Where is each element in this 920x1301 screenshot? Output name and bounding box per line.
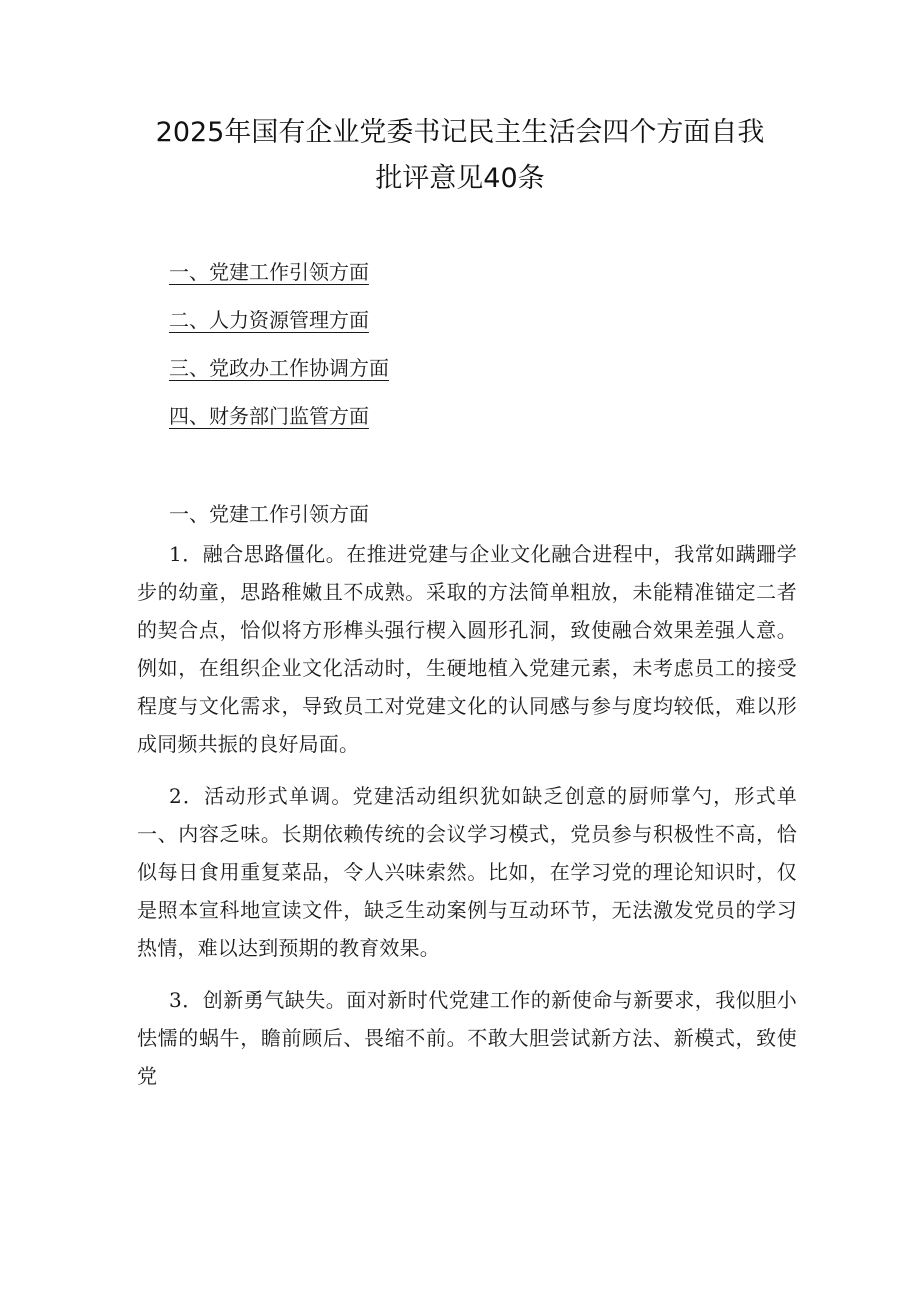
table-of-contents [169, 257, 389, 449]
section-heading: 一、党建工作引领方面 [169, 502, 369, 526]
toc-item-finance-supervision[interactable]: 四、财务部门监管方面 [169, 404, 369, 428]
paragraph-item-2: 2．活动形式单调。党建活动组织犹如缺乏创意的厨师掌勺，形式单一、内容乏味。长期依赖传统的会议学习模式，党员参与积极性不高，恰似每日食用重复菜品，令人兴味索然。比如，在学习党的理论知识时，仅是照本宣科地宣读文件，缺乏生动案例与互动环节，无法激发党员的学习热情，难以达到预期的教育效果。 [137, 784, 797, 960]
document-body [137, 495, 797, 1109]
document-title-line-1: 2025年国有企业党委书记民主生活会四个方面自我 [155, 117, 765, 148]
toc-item-party-building[interactable]: 一、党建工作引领方面 [169, 260, 369, 284]
toc-item-office-coordination[interactable]: 三、党政办工作协调方面 [169, 356, 389, 380]
paragraph-item-3: 3．创新勇气缺失。面对新时代党建工作的新使命与新要求，我似胆小怯懦的蜗牛，瞻前顾后、畏缩不前。不敢大胆尝试新方法、新模式，致使党 [137, 988, 797, 1088]
toc-item-human-resources[interactable]: 二、人力资源管理方面 [169, 308, 369, 332]
paragraph-item-1: 1．融合思路僵化。在推进党建与企业文化融合进程中，我常如蹒跚学步的幼童，思路稚嫩且不成熟。采取的方法简单粗放，未能精准锚定二者的契合点，恰似将方形榫头强行楔入圆形孔洞，致使融合效果差强人意。例如，在组织企业文化活动时，生硬地植入党建元素，未考虑员工的接受程度与文化需求，导致员工对党建文化的认同感与参与度均较低，难以形成同频共振的良好局面。 [137, 542, 797, 756]
document-title-line-2: 批评意见40条 [375, 163, 545, 194]
